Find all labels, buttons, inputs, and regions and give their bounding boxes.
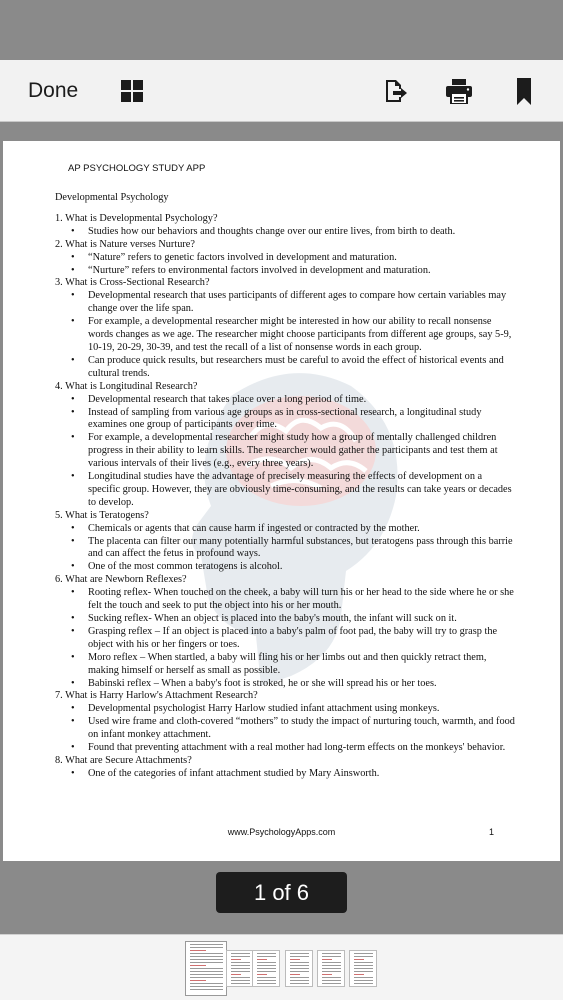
bullet-item: • Developmental research that takes place over a long period of time. bbox=[55, 394, 515, 407]
question-heading: 6. What are Newborn Reflexes? bbox=[55, 574, 187, 586]
bullet-item: • Studies how our behaviors and thoughts change over our entire lives, from birth to death. bbox=[55, 226, 515, 239]
thumbnail-strip bbox=[0, 934, 563, 1000]
qa-list bbox=[55, 213, 515, 781]
bullet-item: • Chemicals or agents that can cause harm if ingested or contracted by the mother. bbox=[55, 523, 515, 536]
bullet-item: • Moro reflex – When startled, a baby will fling his or her limbs out and then quickly retract them, making himself or herself as small as possible. bbox=[55, 652, 515, 678]
bullet-list bbox=[55, 290, 515, 380]
footer-page-number: 1 bbox=[489, 827, 495, 837]
pdf-page[interactable] bbox=[3, 141, 560, 861]
bullet-item: • For example, a developmental researcher might be interested in how our ability to recall nonsense words changes as we age. The researcher might choose participants from different age groups, say 5-9, 10-19, 20-29, 30-39, and test the recall of a list of nonsense words in each group. bbox=[55, 316, 515, 355]
bullet-item: • Can produce quick results, but researchers must be careful to avoid the effect of historical events and cultural trends. bbox=[55, 355, 515, 381]
question-heading: 7. What is Harry Harlow's Attachment Research? bbox=[55, 690, 258, 702]
bullet-item: • “Nature” refers to genetic factors involved in development and maturation. bbox=[55, 252, 515, 265]
bullet-item: • “Nurture” refers to environmental factors involved in development and maturation. bbox=[55, 265, 515, 278]
question-heading: 4. What is Longitudinal Research? bbox=[55, 380, 198, 392]
bookmark-icon[interactable] bbox=[515, 78, 533, 105]
bullet-item: • Longitudinal studies have the advantage of precisely measuring the effects of development on a specific group. However, they are obviously time-consuming, and the results can take years or decades to develop. bbox=[55, 471, 515, 510]
bullet-item: • Grasping reflex – If an object is placed into a baby's palm of foot pad, the baby will try to grasp the object with his or her fingers or toes. bbox=[55, 626, 515, 652]
grid-icon[interactable] bbox=[121, 80, 143, 102]
toolbar bbox=[0, 60, 563, 122]
bullet-item: • Found that preventing attachment with a real mother had long-term effects on the monkeys' behavior. bbox=[55, 742, 515, 755]
export-icon[interactable] bbox=[384, 79, 408, 103]
bullet-list bbox=[55, 394, 515, 510]
bullet-item: • Developmental research that uses participants of different ages to compare how certain variables may change over the life span. bbox=[55, 290, 515, 316]
bullet-item: • Instead of sampling from various age groups as in cross-sectional research, a longitudinal study examines one group of participants over time. bbox=[55, 407, 515, 433]
app-title: AP PSYCHOLOGY STUDY APP bbox=[68, 163, 206, 174]
page-thumbnail[interactable] bbox=[226, 950, 254, 987]
bullet-list bbox=[55, 523, 515, 575]
bullet-item: • Rooting reflex- When touched on the cheek, a baby will turn his or her head to the side where he or she felt the touch and seek to put the object into his or her mouth. bbox=[55, 587, 515, 613]
bullet-item: • One of the most common teratogens is alcohol. bbox=[55, 561, 515, 574]
status-bar bbox=[0, 0, 563, 60]
page-thumbnail[interactable] bbox=[185, 941, 227, 996]
page-thumbnail[interactable] bbox=[285, 950, 313, 987]
footer-url: www.PsychologyApps.com bbox=[227, 827, 336, 837]
question-heading: 5. What is Teratogens? bbox=[55, 509, 149, 521]
page-thumbnail[interactable] bbox=[252, 950, 280, 987]
section-title: Developmental Psychology bbox=[55, 192, 169, 203]
bullet-list bbox=[55, 252, 515, 278]
done-button[interactable]: Done bbox=[28, 79, 79, 102]
page-thumbnail[interactable] bbox=[317, 950, 345, 987]
print-icon[interactable] bbox=[446, 79, 472, 104]
document-body bbox=[55, 192, 515, 781]
bullet-list bbox=[55, 703, 515, 755]
question-heading: 3. What is Cross-Sectional Research? bbox=[55, 277, 210, 289]
question-heading: 8. What are Secure Attachments? bbox=[55, 754, 192, 766]
bullet-item: • The placenta can filter our many potentially harmful substances, but teratogens pass through this barrie and can affect the fetus in profound ways. bbox=[55, 536, 515, 562]
bullet-item: • Used wire frame and cloth-covered “mothers” to study the impact of nurturing touch, warmth, and food on infant monkey attachment. bbox=[55, 716, 515, 742]
bullet-item: • For example, a developmental researcher might study how a group of mentally challenged children progress in their ability to learn skills. The researcher would gather the participants and test them at various intervals of their lives (e.g., every three years). bbox=[55, 432, 515, 471]
question-heading: 2. What is Nature verses Nurture? bbox=[55, 238, 195, 250]
bullet-list bbox=[55, 587, 515, 690]
bullet-item: • Babinski reflex – When a baby's foot is stroked, he or she will spread his or her toes. bbox=[55, 678, 515, 691]
page-thumbnail[interactable] bbox=[349, 950, 377, 987]
bullet-item: • Sucking reflex- When an object is placed into the baby's mouth, the infant will suck on it. bbox=[55, 613, 515, 626]
bullet-item: • One of the categories of infant attachment studied by Mary Ainsworth. bbox=[55, 768, 515, 781]
page-indicator: 1 of 6 bbox=[216, 872, 347, 913]
bullet-list bbox=[55, 226, 515, 239]
bullet-list bbox=[55, 768, 515, 781]
bullet-item: • Developmental psychologist Harry Harlow studied infant attachment using monkeys. bbox=[55, 703, 515, 716]
question-heading: 1. What is Developmental Psychology? bbox=[55, 212, 218, 224]
